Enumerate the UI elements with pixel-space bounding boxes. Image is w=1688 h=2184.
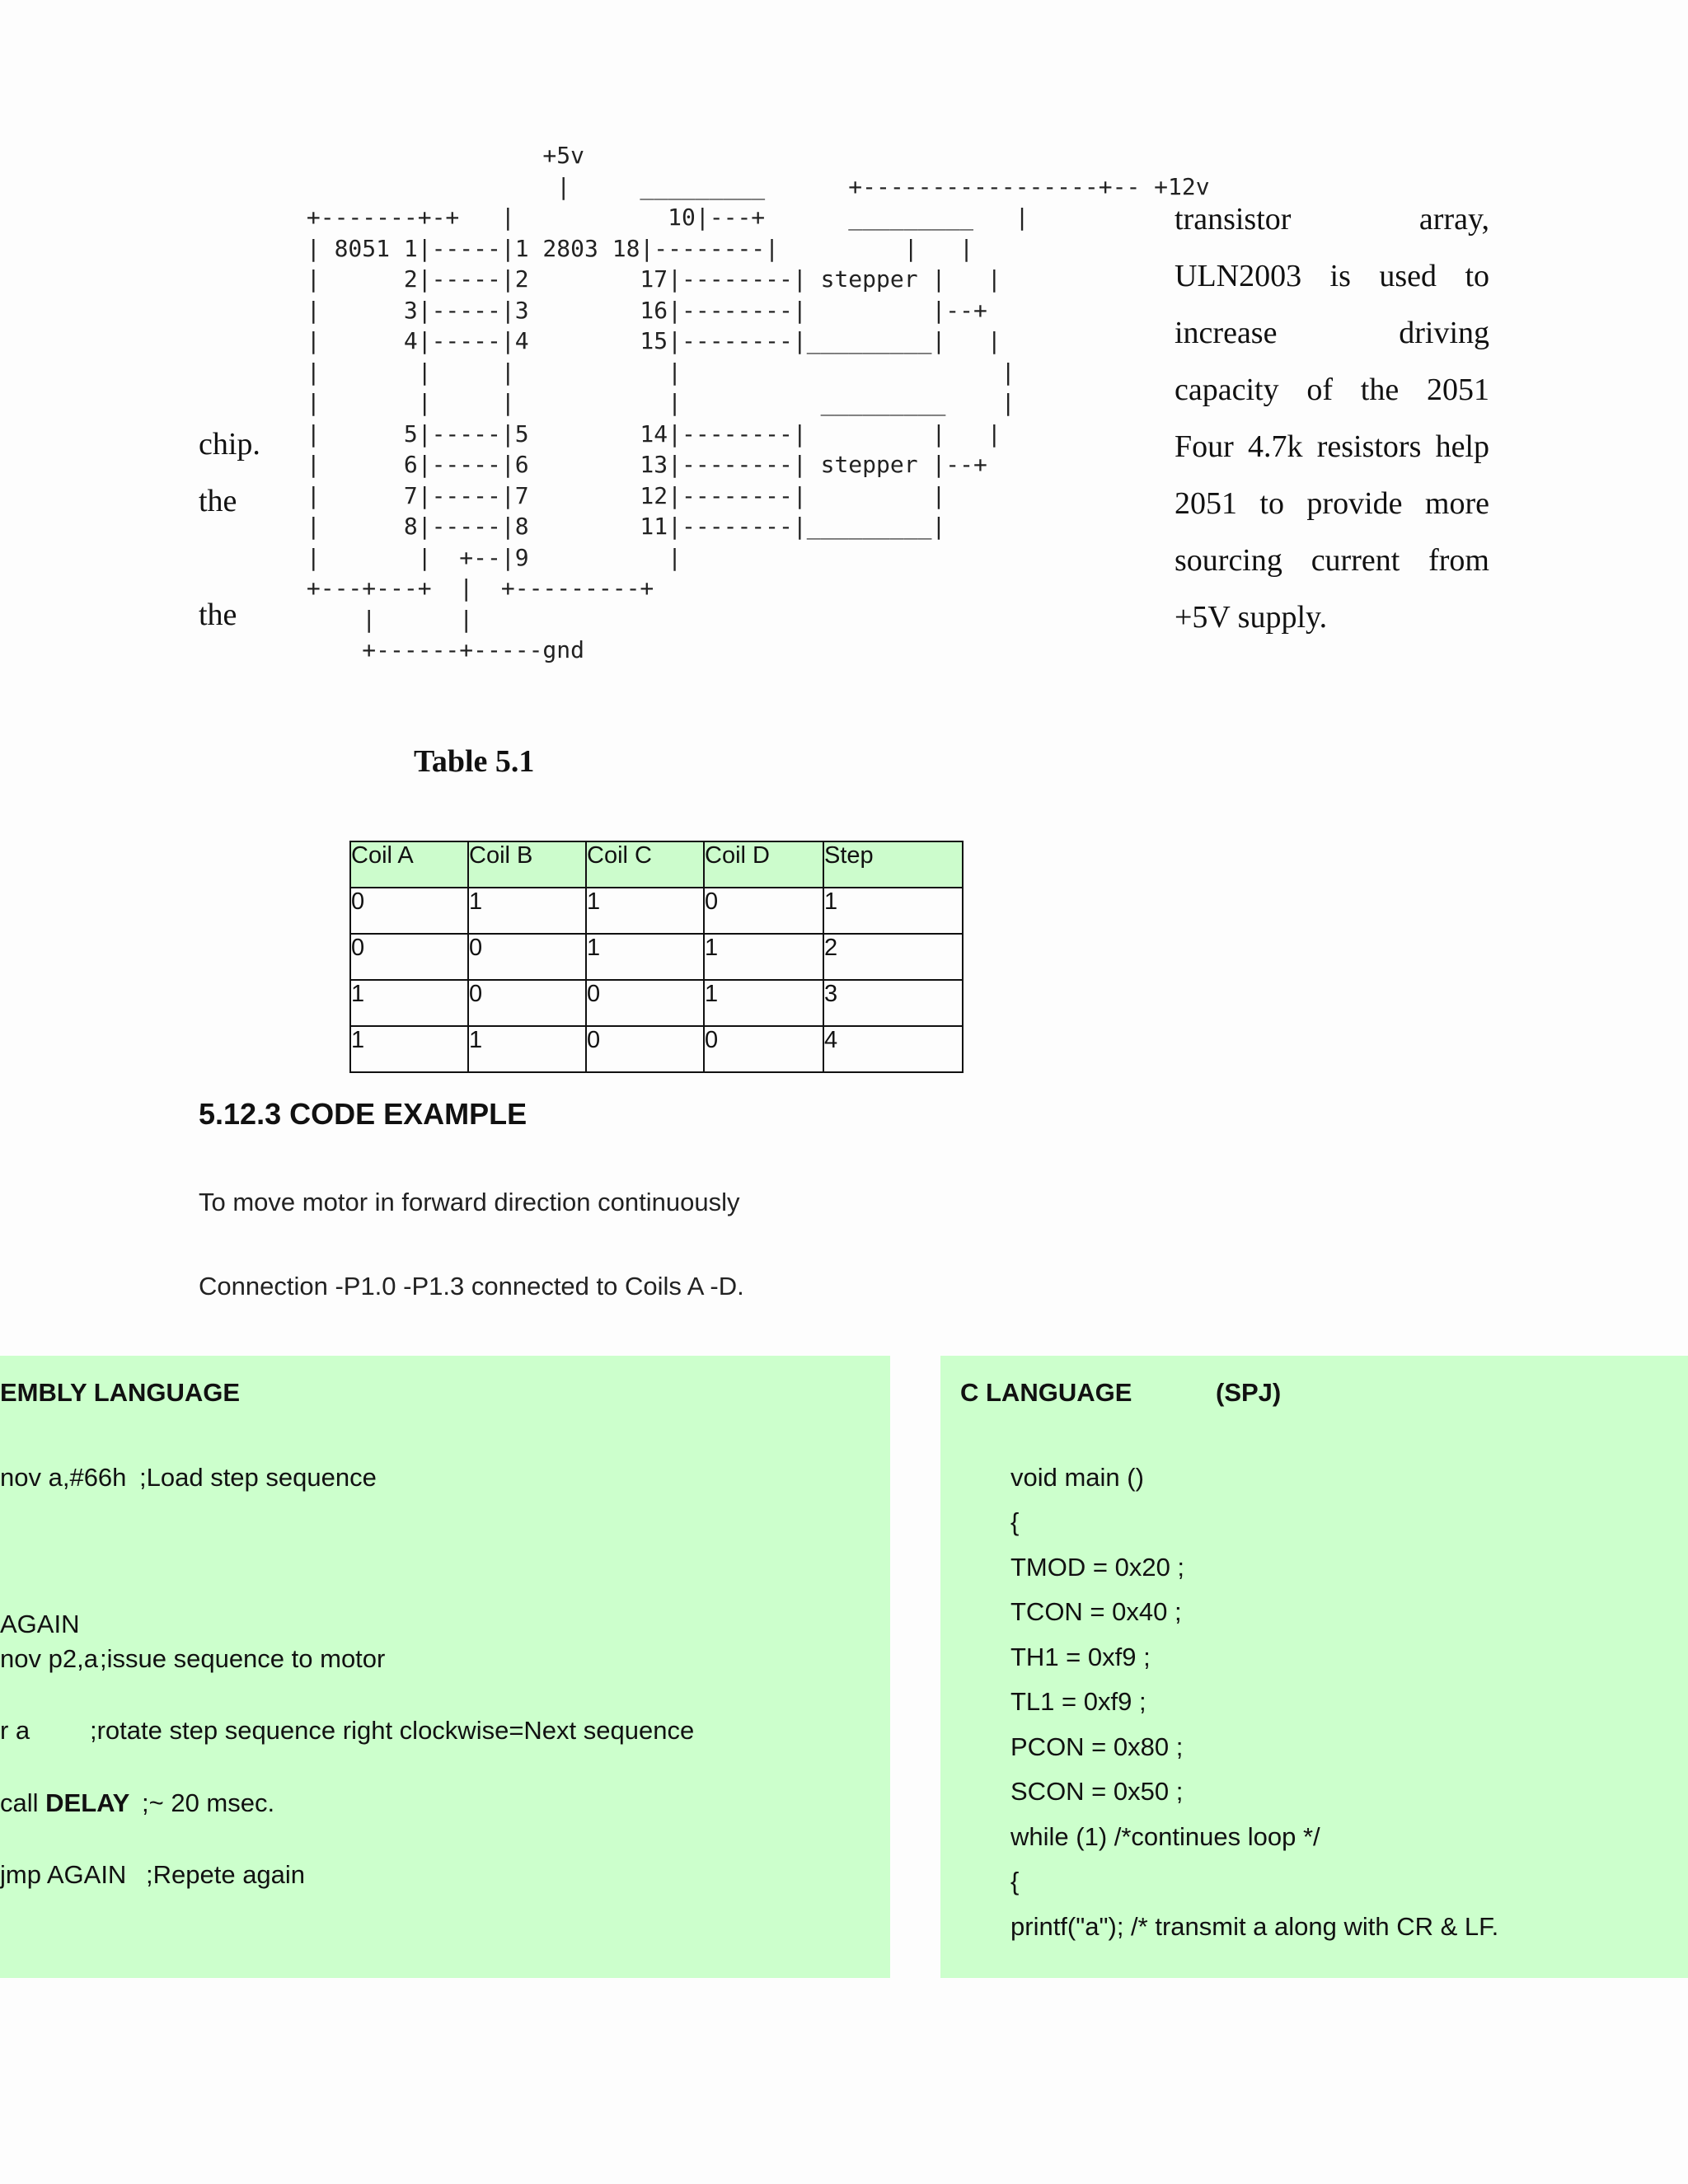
description-line-2: Connection -P1.0 -P1.3 connected to Coils A -D. (199, 1272, 744, 1301)
table-cell: 1 (468, 888, 586, 934)
table-cell: 0 (350, 934, 468, 980)
c-code-line: TCON = 0x40 ; (1010, 1597, 1182, 1626)
table-cell: 1 (350, 980, 468, 1026)
left-fragment-chip: chip. (199, 427, 260, 462)
asm-comment: ;Load step sequence (139, 1463, 377, 1492)
table-cell: 1 (586, 888, 704, 934)
table-cell: 1 (823, 888, 963, 934)
header-step: Step (823, 841, 963, 888)
c-code-line: TH1 = 0xf9 ; (1010, 1643, 1151, 1671)
table-row (350, 1026, 963, 1072)
paragraph-line: Four 4.7k resistors help (1175, 429, 1489, 464)
assembly-panel-title: EMBLY LANGUAGE (0, 1378, 241, 1407)
c-code-line: printf("a"); /* transmit a along with CR & LF. (1010, 1912, 1499, 1941)
c-panel-title-suffix: (SPJ) (1216, 1378, 1282, 1407)
table-cell: 0 (586, 980, 704, 1026)
asm-comment: ;Repete again (146, 1860, 306, 1889)
header-coil-c: Coil C (586, 841, 704, 888)
table-row (350, 888, 963, 934)
table-cell: 0 (468, 980, 586, 1026)
c-panel-title: C LANGUAGE (960, 1378, 1132, 1407)
paragraph-line: ULN2003 is used to (1175, 259, 1489, 293)
c-code-panel (940, 1356, 1688, 1978)
c-code-line: { (1010, 1507, 1020, 1536)
table-cell: 0 (468, 934, 586, 980)
asm-delay-label: DELAY (45, 1788, 130, 1817)
paragraph-line: +5V supply. (1175, 600, 1328, 635)
asm-comment: ;~ 20 msec. (142, 1788, 275, 1817)
asm-code: jmp AGAIN (0, 1860, 127, 1889)
paragraph-line: transistor array, (1175, 202, 1489, 237)
header-coil-d: Coil D (704, 841, 823, 888)
assembly-code-panel (0, 1356, 890, 1978)
asm-code: r a (0, 1716, 30, 1745)
right-paragraph (1175, 191, 1489, 646)
asm-code: nov a,#66h (0, 1463, 127, 1492)
header-coil-b: Coil B (468, 841, 586, 888)
table-cell: 2 (823, 934, 963, 980)
left-fragment-the-1: the (199, 484, 237, 518)
circuit-diagram: +5v | _________ +-----------------+-- +12v +-------+-+ | 10|---+ _________ | | 8051 1|-----|1 2803 18|--------| | | | 2|-----|2 17|--------| stepper | | | 3|-----|3 16|--------| |--+ | 4|-----|4 15|--------|_________| | | | | | | | | | | _________ | | 5|-----|5 14|--------| | | | 6|-----|6 13|--------| stepper |--+ | 7|-----|7 12|--------| | | 8|-----|8 11|--------|_________| | | +--|9 | +---+---+ | +---------+ | | +------+-----gnd (306, 142, 1210, 663)
table-caption: Table 5.1 (414, 744, 535, 779)
asm-comment: ;rotate step sequence right clockwise=Next sequence (90, 1716, 695, 1745)
section-heading: 5.12.3 CODE EXAMPLE (199, 1097, 528, 1131)
table-cell: 0 (704, 1026, 823, 1072)
table-cell: 3 (823, 980, 963, 1026)
paragraph-line: capacity of the 2051 (1175, 373, 1489, 407)
c-code-line: TL1 = 0xf9 ; (1010, 1687, 1146, 1716)
asm-call: call (0, 1788, 46, 1817)
paragraph-line: increase driving (1175, 316, 1489, 350)
c-code-line: while (1) /*continues loop */ (1010, 1822, 1320, 1851)
table-cell: 1 (704, 980, 823, 1026)
header-coil-a: Coil A (350, 841, 468, 888)
c-code-line: TMOD = 0x20 ; (1010, 1553, 1185, 1582)
asm-code: nov p2,a (0, 1644, 98, 1673)
c-code-line: void main () (1010, 1463, 1144, 1492)
table-cell: 0 (586, 1026, 704, 1072)
coil-sequence-table (349, 841, 964, 1073)
table-cell: 1 (704, 934, 823, 980)
table-cell: 1 (468, 1026, 586, 1072)
paragraph-line: sourcing current from (1175, 543, 1489, 578)
left-fragment-the-2: the (199, 598, 237, 632)
table-cell: 1 (350, 1026, 468, 1072)
c-code-line: SCON = 0x50 ; (1010, 1777, 1184, 1806)
table-row (350, 980, 963, 1026)
table-cell: 0 (350, 888, 468, 934)
c-code-line: { (1010, 1867, 1020, 1896)
table-cell: 1 (586, 934, 704, 980)
asm-label: AGAIN (0, 1610, 80, 1638)
table-cell: 0 (704, 888, 823, 934)
table-header-row (350, 841, 963, 888)
description-line-1: To move motor in forward direction continuously (199, 1188, 740, 1216)
paragraph-line: 2051 to provide more (1175, 486, 1489, 521)
table-row (350, 934, 963, 980)
c-code-line: PCON = 0x80 ; (1010, 1732, 1184, 1761)
asm-code (0, 1788, 129, 1818)
asm-comment: ;issue sequence to motor (100, 1644, 386, 1673)
table-cell: 4 (823, 1026, 963, 1072)
